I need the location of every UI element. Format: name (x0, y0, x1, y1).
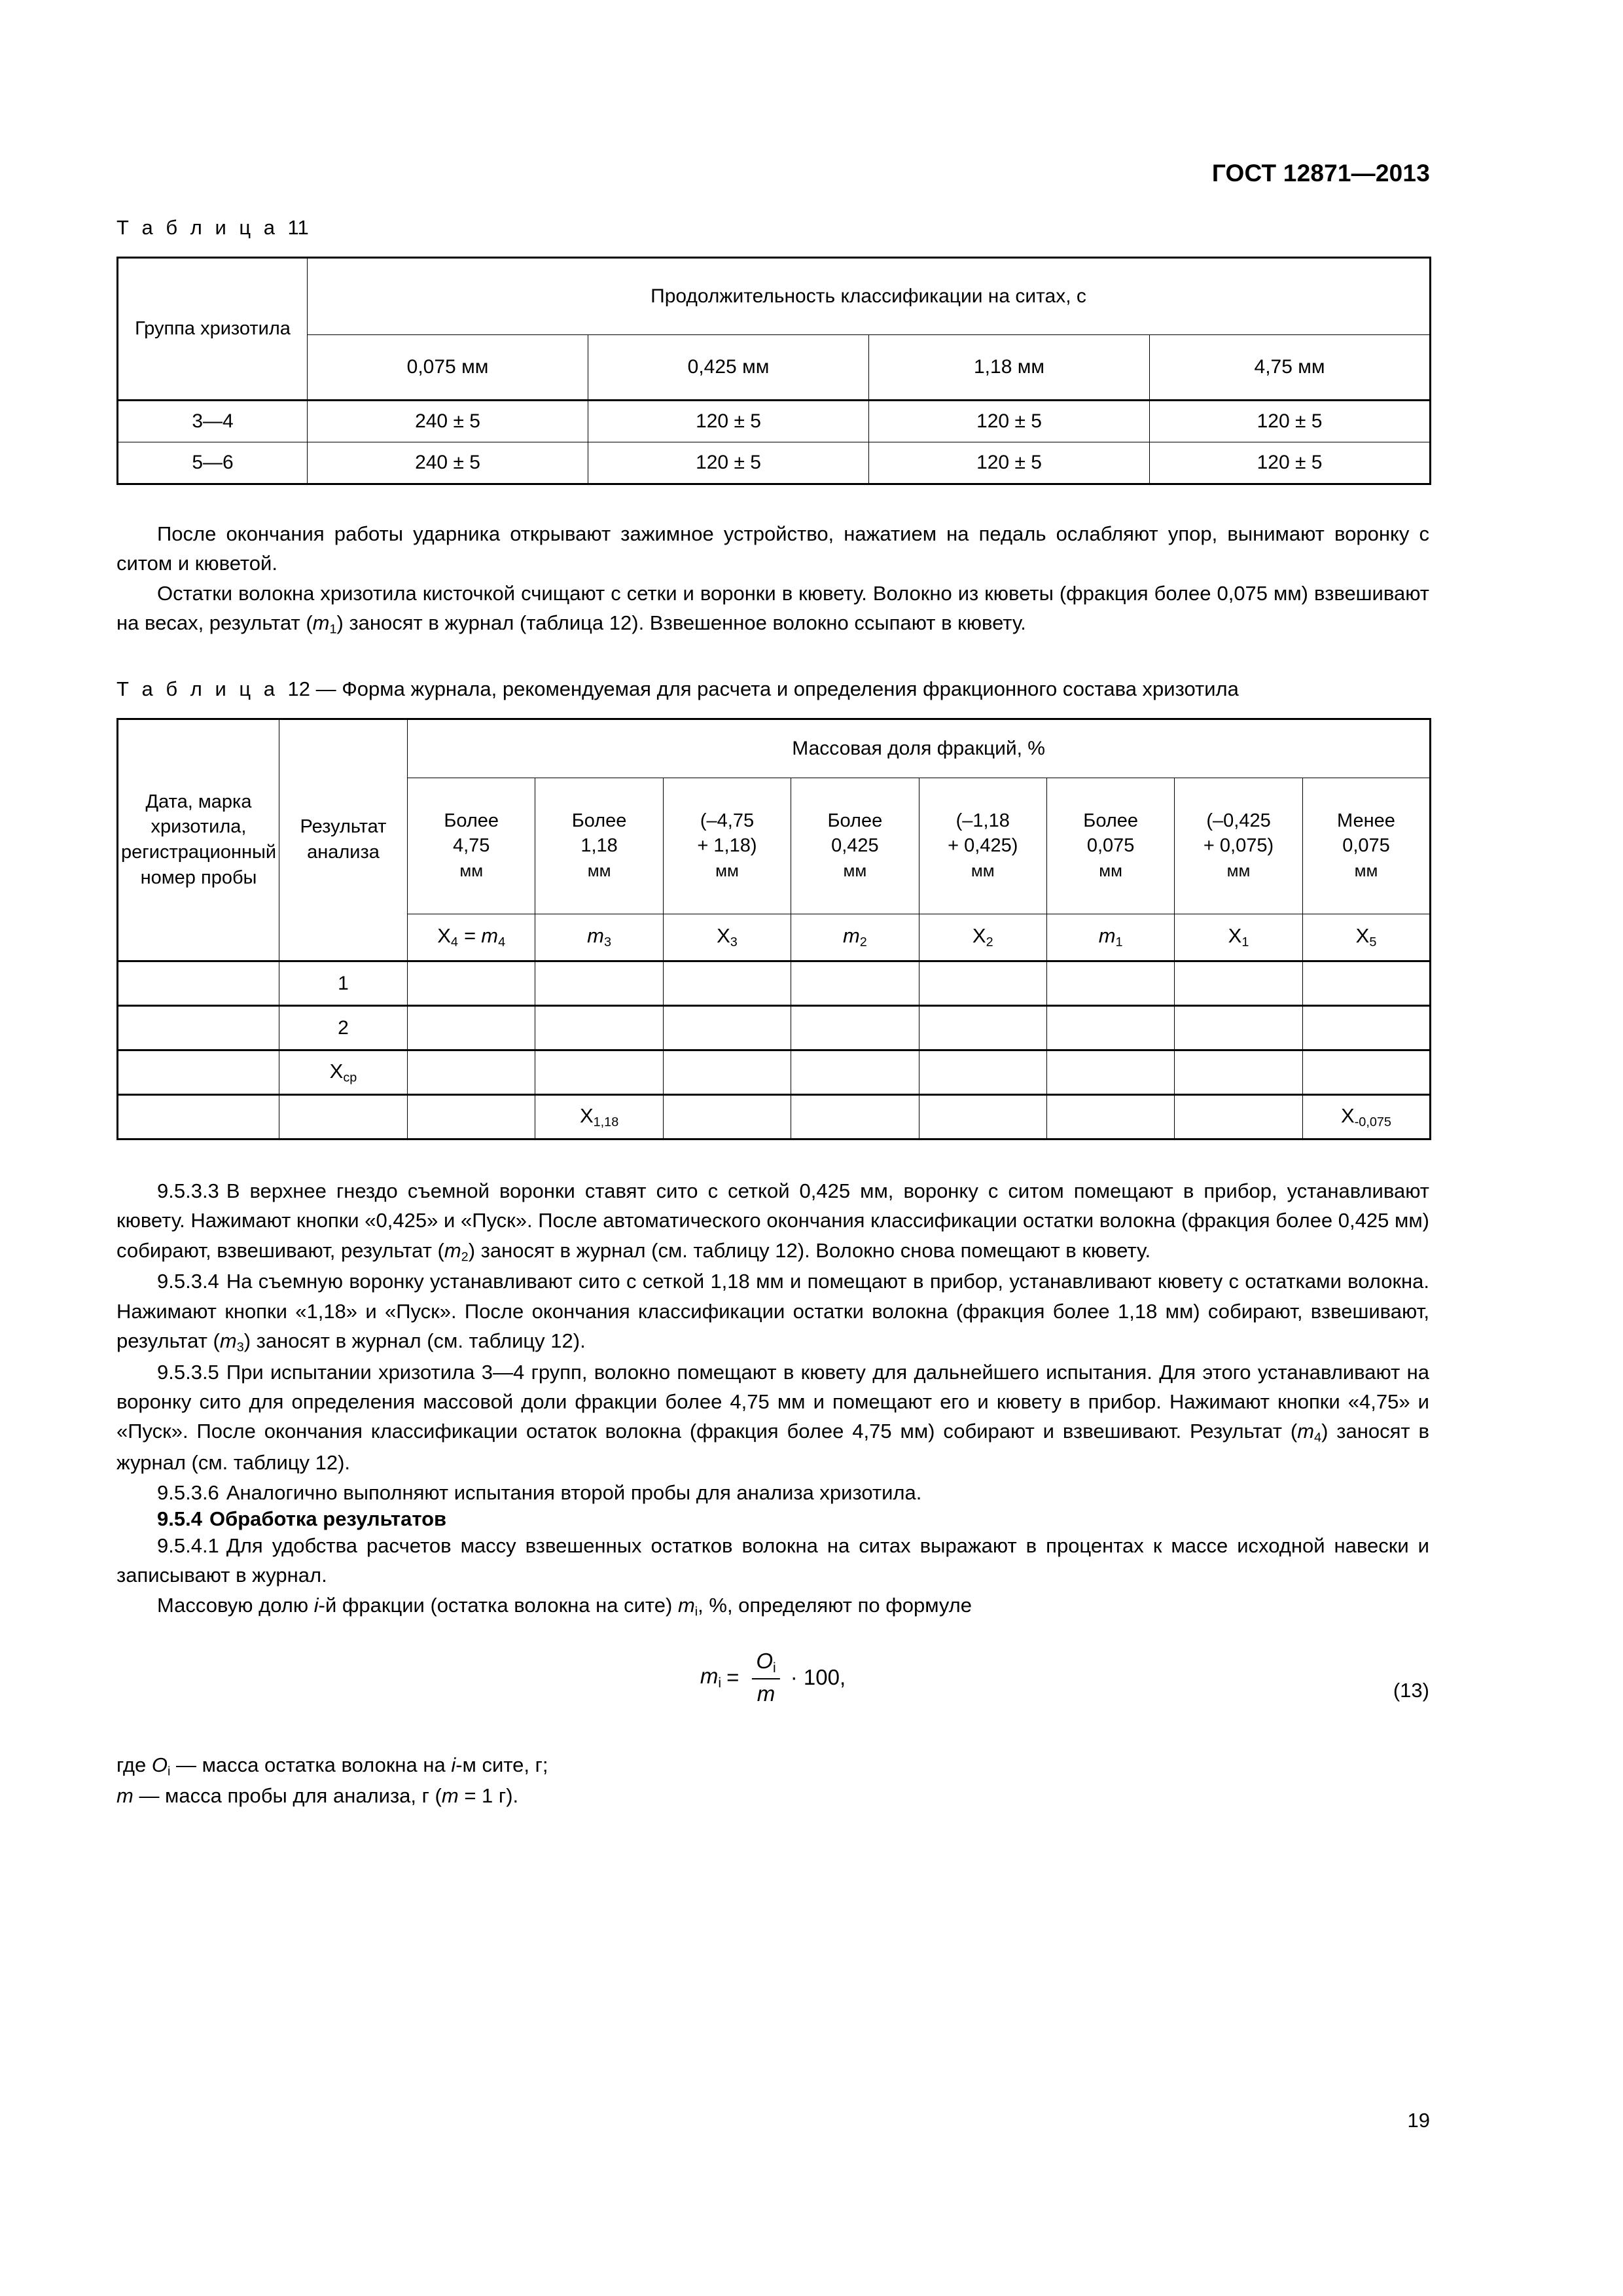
section-text-part1: На съемную воронку устанавливают сито с сеткой 1,18 мм и помещают в прибор, устанавливают кювету с остатками волокна. Нажимают кнопки «1,18» и «Пуск». После окончания классификации остатки волокна (фракция более 1,18 мм) собирают, взвешивают, результат ( (116, 1270, 1429, 1353)
table12-data-cell[interactable] (1046, 1050, 1174, 1094)
table12-data-cell[interactable] (919, 961, 1046, 1005)
table11-col-header: 1,18 мм (869, 335, 1150, 401)
table12-date-cell[interactable] (118, 1005, 279, 1050)
where-prefix: где (116, 1753, 152, 1777)
symbol-base: X (579, 1103, 594, 1127)
table12 (116, 718, 1431, 1140)
section-text: Аналогично выполняют испытания второй пробы для анализа хризотила. (226, 1480, 922, 1504)
formula-expression (700, 1649, 846, 1706)
paragraph-mass-fraction-intro (116, 1590, 1429, 1622)
table11-col-header: 0,075 мм (308, 335, 588, 401)
fraction-line2: + 1,18) (697, 835, 757, 857)
fraction-unit: мм (587, 861, 611, 881)
symbol-sub: 3 (730, 935, 738, 950)
table12-caption-description: — Форма журнала, рекомендуемая для расчета и определения фракционного состава хризотила (315, 677, 1239, 700)
symbol-sub: i (167, 1764, 171, 1779)
table12-data-cell[interactable] (919, 1094, 1046, 1139)
fraction-line1: Менее (1337, 810, 1395, 831)
table11-col-header: 0,425 мм (588, 335, 869, 401)
table12-symbol-cell (1175, 914, 1302, 961)
table11-value-cell: 120 ± 5 (869, 401, 1150, 442)
section-text-part1: В верхнее гнездо съемной воронки ставят сито с сеткой 0,425 мм, воронку с ситом помещают в прибор, устанавливают кювету. Нажимают кнопки «0,425» и «Пуск». После автоматического окончания классификации остатки волокна (фракция более 0,425 мм) собирают, взвешивают, результат ( (116, 1179, 1429, 1262)
symbol-sub: i (718, 1676, 722, 1691)
symbol-m4: $m_4$ (1297, 1420, 1322, 1446)
section-number: 9.5.3.6 (157, 1480, 219, 1504)
table12-span-header: Массовая доля фракций, % (408, 719, 1431, 778)
fraction-line2: 0,425 (831, 835, 879, 857)
fraction-line2: 1,18 (580, 835, 618, 857)
fraction-unit: мм (1099, 861, 1123, 881)
where-middle: — масса пробы для анализа, г ( (133, 1784, 442, 1807)
table11-caption-number: 11 (287, 216, 309, 239)
paragraph-after-table11: После окончания работы ударника открывают зажимное устройство, нажатием на педаль ослабляют упор, вынимают воронку с ситом и кюветой. (116, 522, 1429, 575)
fraction-line2: + 0,425) (948, 835, 1018, 857)
table11-value-cell: 120 ± 5 (1150, 442, 1431, 484)
section-text-part2: ) заносят в журнал (см. таблицу 12). Волокно снова помещают в кювету. (468, 1238, 1151, 1262)
table12-caption-label: Т а б л и ц а (116, 677, 279, 700)
section-9-5-3-6 (116, 1478, 1429, 1507)
table12-data-cell[interactable] (791, 1050, 919, 1094)
symbol-base: X (1341, 1103, 1355, 1127)
symbol-m3: $m_3$ (219, 1329, 244, 1355)
symbol-sub: 1 (1115, 935, 1123, 950)
table12-fraction-header (1046, 778, 1174, 914)
symbol-base: X (717, 924, 730, 948)
table12-data-cell[interactable] (663, 961, 791, 1005)
table12-data-cell[interactable] (1175, 1005, 1302, 1050)
table12-fraction-header (1175, 778, 1302, 914)
table12-date-cell[interactable] (118, 1050, 279, 1094)
symbol-sub: 4 (450, 935, 458, 950)
table11-value-cell: 120 ± 5 (588, 442, 869, 484)
symbol-base: O (151, 1753, 168, 1777)
symbol-base: m (1098, 924, 1116, 948)
table12-data-cell[interactable] (1046, 1094, 1174, 1139)
table12-symbol-cell (535, 914, 663, 961)
symbol-sub: 1,18 (593, 1115, 619, 1130)
section-number: 9.5.3.4 (157, 1270, 219, 1293)
section-9-5-4-1 (116, 1531, 1429, 1590)
symbol-extra-sub: 4 (498, 935, 506, 950)
formula-number: (13) (1393, 1679, 1429, 1702)
section-text-part1: При испытании хризотила 3—4 групп, волокно помещают в кювету для дальнейшего испытания. Для этого устанавливают на воронку сито для определения массовой доли фракции более 4,75 мм и помещают его и кювету в прибор. Нажимают кнопки «4,75» и «Пуск». После окончания классификации остаток волокна (фракция более 4,75 мм) собирают и взвешивают. Результат ( (116, 1360, 1429, 1443)
paragraph-residues-part1: Остатки волокна хризотила кисточкой счищают с сетки и воронки в кювету. Волокно из кюветы (фракция более 0,075 мм) взвешивают на весах, результат ( (116, 581, 1429, 635)
table12-data-cell[interactable] (919, 1050, 1046, 1094)
fraction-line2: 4,75 (452, 835, 490, 857)
symbol-sub: i (694, 1604, 698, 1619)
table12-date-header: Дата, марка хризотила, регистрационный номер пробы (118, 719, 279, 961)
table11-caption-label: Т а б л и ц а (116, 216, 279, 239)
table11-value-cell: 120 ± 5 (869, 442, 1150, 484)
fraction-line1: Более (444, 810, 499, 831)
table12-symbol-cell (663, 914, 791, 961)
table12-data-cell[interactable] (1046, 1005, 1174, 1050)
table12-caption-number: 12 (287, 677, 310, 700)
fraction-unit: мм (459, 861, 484, 881)
paragraph-residues (116, 579, 1429, 639)
symbol-base: X (1355, 924, 1370, 948)
standard-number-header: ГОСТ 12871—2013 (1211, 160, 1430, 187)
table-row (118, 1005, 1431, 1050)
formula-denominator: m (752, 1678, 781, 1706)
table12-data-cell[interactable] (1302, 961, 1431, 1005)
table12-result-cell-average[interactable] (279, 1050, 408, 1094)
table12-data-cell[interactable] (535, 961, 663, 1005)
intro-part3: , %, определяют по формуле (698, 1593, 972, 1617)
section-9-5-3-5 (116, 1357, 1429, 1478)
fraction-line2: 0,075 (1342, 835, 1390, 857)
table12-data-cell[interactable] (1175, 1050, 1302, 1094)
where-line-1 (116, 1751, 1429, 1781)
where-suffix: = 1 г). (458, 1784, 519, 1807)
table12-data-cell[interactable] (1302, 1050, 1431, 1094)
where-line-2 (116, 1782, 1429, 1811)
table12-symbol-cell (1302, 914, 1431, 961)
table12-data-cell[interactable] (919, 1005, 1046, 1050)
table12-fraction-header (791, 778, 919, 914)
fraction-unit: мм (971, 861, 995, 881)
symbol-sub: i (773, 1660, 776, 1676)
page-content (116, 216, 1429, 1811)
symbol-i: i (313, 1593, 319, 1617)
fraction-unit: мм (1354, 861, 1378, 881)
fraction-line2: + 0,075) (1203, 835, 1274, 857)
symbol-base: X (1228, 924, 1242, 948)
formula-numerator (751, 1649, 781, 1678)
table11-value-cell: 120 ± 5 (1150, 401, 1431, 442)
fraction-line1: Более (571, 810, 627, 831)
where-suffix: -м сите, г; (455, 1753, 548, 1777)
table12-symbol-cell (791, 914, 919, 961)
formula-lhs (700, 1664, 721, 1691)
table12-data-cell[interactable] (663, 1005, 791, 1050)
symbol-base: m (677, 1593, 695, 1617)
table12-symbol-cell (1046, 914, 1174, 961)
intro-part2: -й фракции (остатка волокна на сите) (318, 1593, 678, 1617)
section-number: 9.5.3.5 (157, 1360, 219, 1384)
table11-value-cell: 120 ± 5 (588, 401, 869, 442)
table-row (118, 719, 1431, 778)
table11-group-cell: 5—6 (118, 442, 308, 484)
table-row (118, 1050, 1431, 1094)
section-number: 9.5.4.1 (157, 1534, 219, 1557)
section-text-part2: ) заносят в журнал (см. таблицу 12). (116, 1420, 1429, 1475)
symbol-base: m (700, 1664, 719, 1689)
symbol-base: X (329, 1059, 344, 1083)
table11-col-header: 4,75 мм (1150, 335, 1431, 401)
table12-fraction-header (535, 778, 663, 914)
symbol-sub: 1 (1241, 935, 1249, 950)
intro-part1: Массовую долю (157, 1593, 314, 1617)
table12-data-cell[interactable] (1175, 1094, 1302, 1139)
formula-fraction (751, 1649, 781, 1706)
symbol-Oi (151, 1753, 171, 1779)
table12-result-header: Результат анализа (279, 719, 408, 961)
table12-total-cell-0-075[interactable] (1302, 1094, 1431, 1139)
symbol-m2: $m_2$ (444, 1238, 469, 1265)
formula-multiplier: · 100, (790, 1665, 846, 1690)
table12-data-cell[interactable] (535, 1005, 663, 1050)
table12-data-cell[interactable] (408, 1094, 535, 1139)
table12-result-cell[interactable] (279, 1094, 408, 1139)
section-9-5-3-3 (116, 1176, 1429, 1266)
symbol-mi (678, 1594, 698, 1617)
table12-symbol-cell (408, 914, 535, 961)
symbol-m-inline: m (441, 1784, 459, 1807)
fraction-line1: (–4,75 (700, 810, 755, 831)
table11-value-cell: 240 ± 5 (308, 401, 588, 442)
table11-value-cell: 240 ± 5 (308, 442, 588, 484)
table12-symbol-cell (919, 914, 1046, 961)
symbol-m1: $m_1$ (312, 611, 337, 637)
formula-block (116, 1641, 1429, 1739)
symbol-sub: -0,075 (1354, 1115, 1391, 1130)
symbol-sub: ср (343, 1070, 357, 1085)
table11-caption (116, 216, 1429, 240)
symbol-base: O (756, 1649, 774, 1674)
symbol-sub: 3 (603, 935, 612, 950)
table12-data-cell[interactable] (663, 1094, 791, 1139)
table-row (118, 1094, 1431, 1139)
fraction-line2: 0,075 (1086, 835, 1135, 857)
symbol-i: i (451, 1753, 456, 1777)
table12-fraction-header (663, 778, 791, 914)
table-row (118, 401, 1431, 442)
table12-fraction-header (1302, 778, 1431, 914)
fraction-line1: (–1,18 (955, 810, 1010, 831)
section-heading-9-5-4 (116, 1507, 1429, 1531)
symbol-base: X (437, 924, 451, 948)
table12-fraction-header (919, 778, 1046, 914)
fraction-line1: (–0,425 (1206, 810, 1271, 831)
table12-data-cell[interactable] (663, 1050, 791, 1094)
table-row (118, 442, 1431, 484)
table12-data-cell[interactable] (791, 1005, 919, 1050)
table12-total-cell-1-18[interactable] (535, 1094, 663, 1139)
paragraph-residues-part2: ) заносят в журнал (таблица 12). Взвешенное волокно ссыпают в кювету. (336, 611, 1026, 635)
table-row (118, 961, 1431, 1005)
symbol-sub: 2 (986, 935, 993, 950)
symbol-m: m (116, 1784, 134, 1807)
table12-caption (116, 677, 1429, 701)
fraction-unit: мм (843, 861, 867, 881)
section-9-5-3-4 (116, 1266, 1429, 1357)
symbol-extra: = m (457, 924, 499, 948)
table11 (116, 257, 1431, 485)
table11-span-header: Продолжительность классификации на ситах, с (308, 258, 1431, 335)
table12-data-cell[interactable] (408, 1050, 535, 1094)
table12-date-cell[interactable] (118, 961, 279, 1005)
table12-data-cell[interactable] (791, 961, 919, 1005)
table12-fraction-header (408, 778, 535, 914)
symbol-sub: 2 (859, 935, 867, 950)
table12-data-cell[interactable] (791, 1094, 919, 1139)
table12-data-cell[interactable] (408, 1005, 535, 1050)
section-text: Для удобства расчетов массу взвешенных остатков волокна на ситах выражают в процентах к массе исходной навески и записывают в журнал. (116, 1534, 1429, 1587)
table11-row-header-label: Группа хризотила (118, 258, 308, 401)
section-number: 9.5.3.3 (157, 1179, 219, 1202)
table-row (118, 335, 1431, 401)
symbol-base: m (842, 924, 860, 948)
table11-group-cell: 3—4 (118, 401, 308, 442)
table12-data-cell[interactable] (1302, 1005, 1431, 1050)
section-heading-title: Обработка результатов (209, 1507, 447, 1530)
table12-data-cell[interactable] (535, 1050, 663, 1094)
page-number: 19 (1407, 2109, 1430, 2132)
table12-result-cell[interactable]: 1 (279, 961, 408, 1005)
symbol-base: X (972, 924, 986, 948)
table12-data-cell[interactable] (1175, 961, 1302, 1005)
section-number: 9.5.4 (157, 1507, 202, 1530)
where-middle: — масса остатка волокна на (170, 1753, 452, 1777)
section-text-part2: ) заносят в журнал (см. таблицу 12). (243, 1329, 586, 1353)
symbol-sub: 5 (1369, 935, 1377, 950)
formula-equals: = (726, 1665, 740, 1690)
fraction-unit: мм (715, 861, 739, 881)
table12-result-cell[interactable]: 2 (279, 1005, 408, 1050)
table12-data-cell[interactable] (1046, 961, 1174, 1005)
fraction-line1: Более (1083, 810, 1138, 831)
table12-data-cell[interactable] (408, 961, 535, 1005)
table12-date-cell[interactable] (118, 1094, 279, 1139)
fraction-line1: Более (827, 810, 883, 831)
fraction-unit: мм (1226, 861, 1251, 881)
symbol-base: m (587, 924, 604, 948)
table-row (118, 258, 1431, 335)
